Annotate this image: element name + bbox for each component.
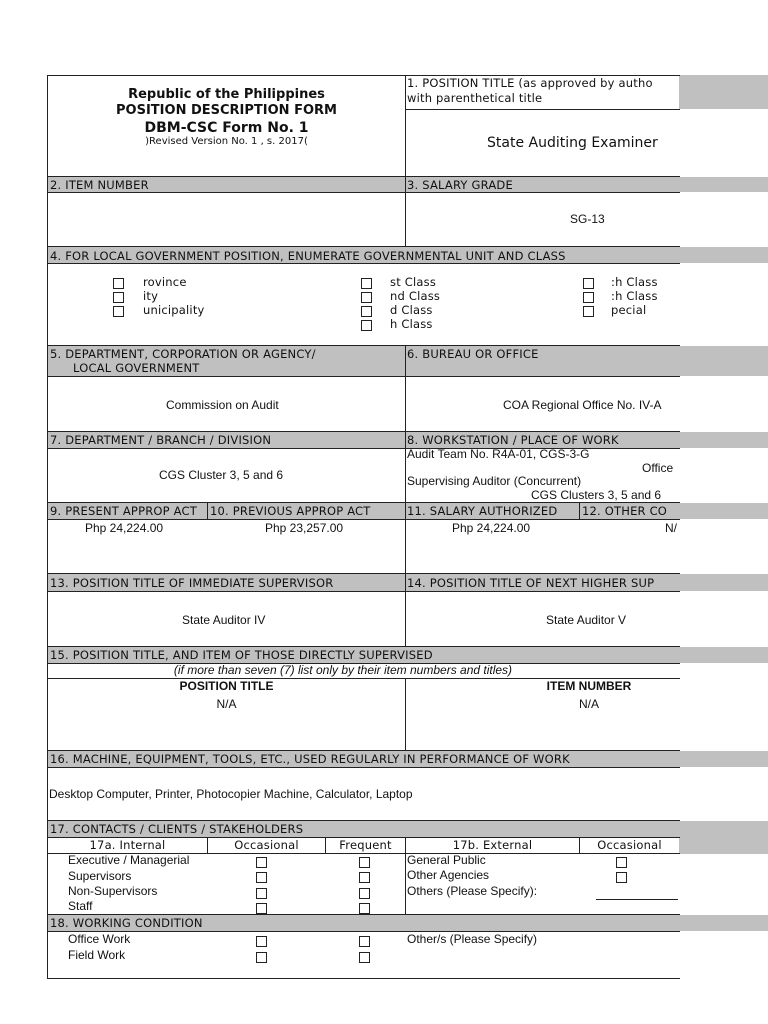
equipment-label: 16. MACHINE, EQUIPMENT, TOOLS, ETC., USED REGULARLY IN PERFORMANCE OF WORK	[50, 752, 570, 766]
contact-internal-item: Supervisors	[68, 869, 132, 883]
contacts-label: 17. CONTACTS / CLIENTS / STAKEHOLDERS	[50, 822, 304, 836]
class-2-checkbox[interactable]	[361, 292, 372, 303]
other-comp-value: N/	[665, 521, 677, 535]
class-option: st Class	[390, 275, 437, 289]
present-approp-value: Php 24,224.00	[85, 521, 164, 535]
supervisor-value: State Auditor IV	[182, 613, 266, 627]
office-occasional-checkbox[interactable]	[256, 936, 267, 947]
form-number: DBM-CSC Form No. 1	[144, 120, 309, 136]
form-title: POSITION DESCRIPTION FORM	[116, 103, 337, 118]
staff-frequent-checkbox[interactable]	[359, 903, 370, 914]
occasional-header-ext: Occasional	[597, 838, 662, 852]
position-title-col-value: N/A	[216, 697, 237, 711]
field-frequent-checkbox[interactable]	[359, 952, 370, 963]
field-occasional-checkbox[interactable]	[256, 952, 267, 963]
class-4-checkbox[interactable]	[361, 320, 372, 331]
item-number-label: 2. ITEM NUMBER	[50, 178, 149, 192]
class-option: h Class	[390, 317, 433, 331]
position-title-label: 1. POSITION TITLE (as approved by autho	[407, 76, 653, 90]
class-3-checkbox[interactable]	[361, 306, 372, 317]
class-option: d Class	[390, 303, 433, 317]
class-5-checkbox[interactable]	[583, 278, 594, 289]
form-revision: )Revised Version No. 1 , s. 2017(	[145, 136, 308, 147]
class-option: :h Class	[611, 275, 658, 289]
workstation-line: Office	[642, 461, 674, 475]
working-condition-item: Field Work	[68, 948, 126, 962]
contact-external-item: General Public	[407, 853, 486, 867]
local-gov-label: 4. FOR LOCAL GOVERNMENT POSITION, ENUMERATE GOVERNMENTAL UNIT AND CLASS	[50, 249, 566, 263]
equipment-value: Desktop Computer, Printer, Photocopier Machine, Calculator, Laptop	[49, 787, 413, 801]
supervisor-label: 13. POSITION TITLE OF IMMEDIATE SUPERVISOR	[50, 576, 334, 590]
department-label-2: LOCAL GOVERNMENT	[73, 361, 200, 375]
province-checkbox[interactable]	[113, 278, 124, 289]
supervised-label: 15. POSITION TITLE, AND ITEM OF THOSE DIRECTLY SUPERVISED	[50, 648, 433, 662]
contact-internal-item: Staff	[68, 899, 93, 913]
working-condition-item: Office Work	[68, 932, 131, 946]
agencies-occasional-checkbox[interactable]	[616, 872, 627, 883]
item-number-col-header: ITEM NUMBER	[546, 679, 632, 693]
department-value: Commission on Audit	[166, 398, 279, 412]
position-title-value: State Auditing Examiner	[487, 135, 658, 151]
workstation-label: 8. WORKSTATION / PLACE OF WORK	[407, 433, 619, 447]
contact-internal-item: Executive / Managerial	[68, 853, 190, 867]
present-approp-label: 9. PRESENT APPROP ACT	[50, 504, 197, 518]
frequent-header: Frequent	[339, 838, 392, 852]
other-conditions-label: Other/s (Please Specify)	[407, 932, 538, 946]
exec-frequent-checkbox[interactable]	[359, 857, 370, 868]
lgu-option: ity	[143, 289, 159, 303]
contact-internal-item: Non-Supervisors	[68, 884, 158, 898]
occasional-header: Occasional	[234, 838, 299, 852]
other-comp-label: 12. OTHER CO	[582, 504, 668, 518]
class-option: nd Class	[390, 289, 441, 303]
class-option: pecial	[611, 303, 647, 317]
public-occasional-checkbox[interactable]	[616, 857, 627, 868]
position-title-label-2: with parenthetical title	[407, 91, 543, 105]
item-number-col-value: N/A	[578, 697, 599, 711]
working-condition-label: 18. WORKING CONDITION	[50, 916, 203, 930]
salary-grade-label: 3. SALARY GRADE	[407, 178, 513, 192]
division-label: 7. DEPARTMENT / BRANCH / DIVISION	[50, 433, 272, 447]
salary-authorized-value: Php 24,224.00	[452, 521, 531, 535]
workstation-line: Supervising Auditor (Concurrent)	[407, 474, 582, 488]
workstation-line: CGS Clusters 3, 5 and 6	[531, 488, 662, 502]
sup-frequent-checkbox[interactable]	[359, 872, 370, 883]
previous-approp-label: 10. PREVIOUS APPROP ACT	[210, 504, 371, 518]
division-value: CGS Cluster 3, 5 and 6	[159, 468, 284, 482]
next-supervisor-label: 14. POSITION TITLE OF NEXT HIGHER SUP	[407, 576, 655, 590]
lgu-option: unicipality	[143, 303, 205, 317]
salary-authorized-label: 11. SALARY AUTHORIZED	[407, 504, 558, 518]
department-label: 5. DEPARTMENT, CORPORATION OR AGENCY/	[50, 347, 316, 361]
lgu-option: rovince	[143, 275, 187, 289]
office-frequent-checkbox[interactable]	[359, 936, 370, 947]
city-checkbox[interactable]	[113, 292, 124, 303]
external-header: 17b. External	[452, 838, 533, 852]
staff-occasional-checkbox[interactable]	[256, 903, 267, 914]
previous-approp-value: Php 23,257.00	[265, 521, 344, 535]
exec-occasional-checkbox[interactable]	[256, 857, 267, 868]
nonsup-occasional-checkbox[interactable]	[256, 888, 267, 899]
contact-external-item: Others (Please Specify):	[407, 884, 538, 898]
contact-external-item: Other Agencies	[407, 868, 490, 882]
next-supervisor-value: State Auditor V	[546, 613, 627, 627]
nonsup-frequent-checkbox[interactable]	[359, 888, 370, 899]
special-checkbox[interactable]	[583, 306, 594, 317]
internal-header: 17a. Internal	[89, 838, 166, 852]
bureau-value: COA Regional Office No. IV-A	[503, 398, 662, 412]
salary-grade-value: SG-13	[570, 212, 605, 226]
municipality-checkbox[interactable]	[113, 306, 124, 317]
class-option: :h Class	[611, 289, 658, 303]
class-6-checkbox[interactable]	[583, 292, 594, 303]
position-title-col-header: POSITION TITLE	[179, 679, 274, 693]
class-1-checkbox[interactable]	[361, 278, 372, 289]
sup-occasional-checkbox[interactable]	[256, 872, 267, 883]
bureau-label: 6. BUREAU OR OFFICE	[407, 347, 539, 361]
supervised-note: (if more than seven (7) list only by their item numbers and titles)	[173, 663, 513, 677]
workstation-line: Audit Team No. R4A-01, CGS-3-G	[407, 447, 590, 461]
form-republic: Republic of the Philippines	[128, 87, 325, 102]
